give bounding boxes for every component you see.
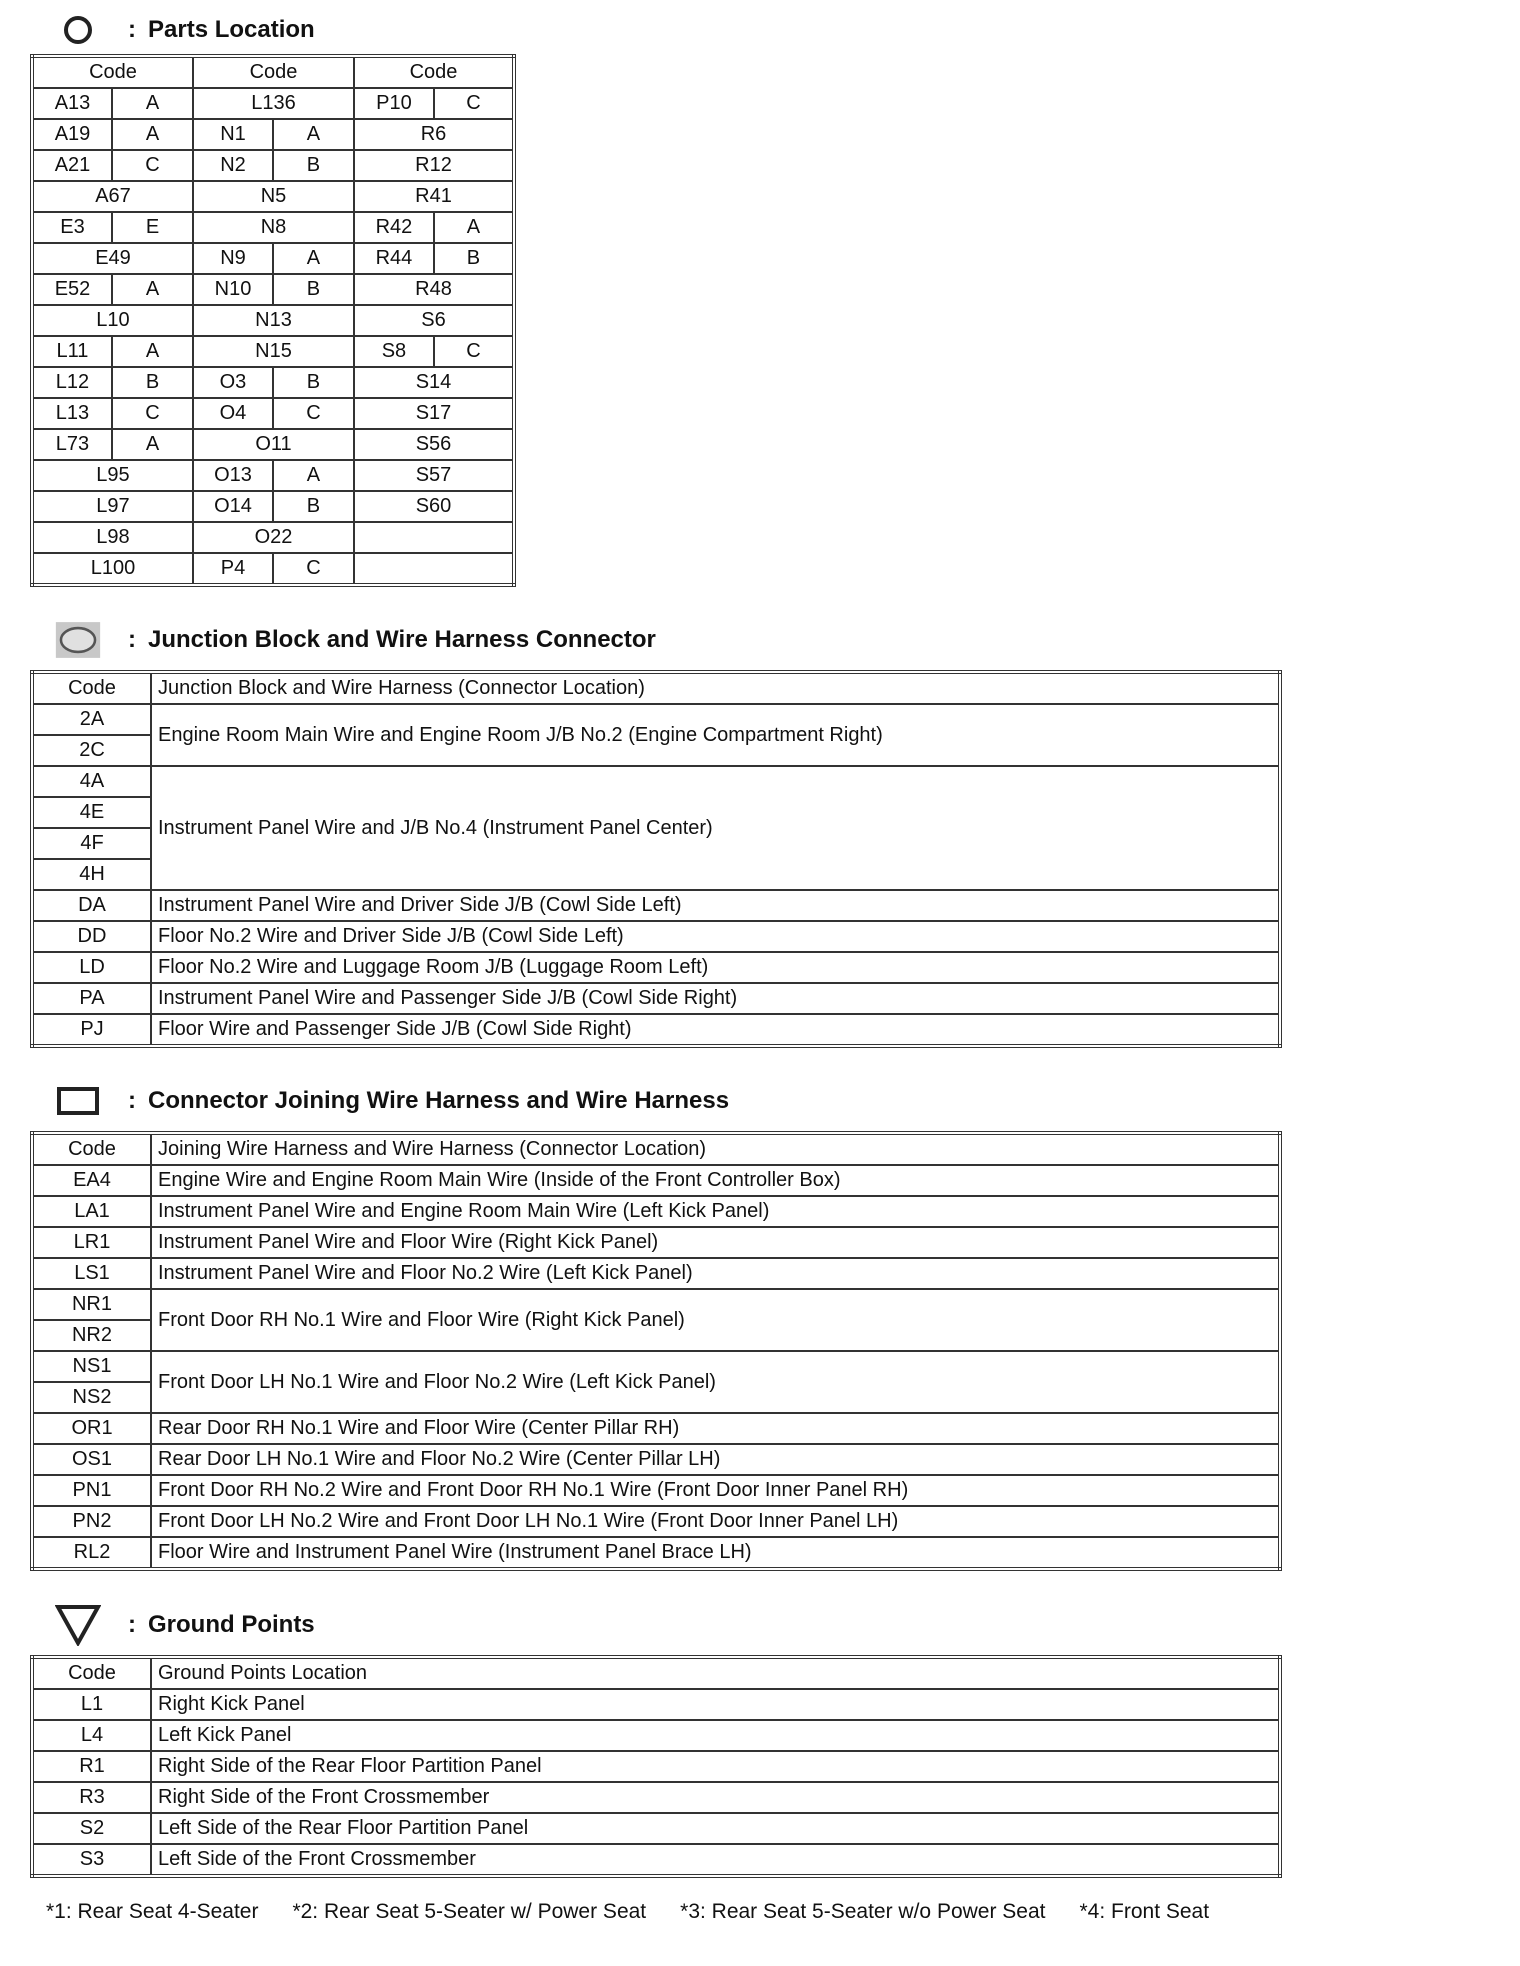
connector-code: 4A [32,766,151,797]
connector-code: LD [32,952,151,983]
part-code: L11 [32,336,112,367]
connector-code: EA4 [32,1165,151,1196]
part-code: A67 [32,181,193,212]
part-variant: B [273,491,354,522]
location-description: Instrument Panel Wire and Floor Wire (Right Kick Panel) [151,1227,1280,1258]
part-variant: B [112,367,193,398]
connector-code: LA1 [32,1196,151,1227]
location-description: Floor Wire and Instrument Panel Wire (Instrument Panel Brace LH) [151,1537,1280,1569]
part-code: N5 [193,181,354,212]
location-description: Front Door RH No.2 Wire and Front Door RH No.1 Wire (Front Door Inner Panel RH) [151,1475,1280,1506]
table-row [32,1227,1280,1258]
connector-code: PJ [32,1014,151,1046]
table-row [32,1014,1280,1046]
table-row [32,243,514,274]
table-row [32,305,514,336]
part-code: L95 [32,460,193,491]
triangle-down-icon [55,1605,101,1645]
location-description: Rear Door LH No.1 Wire and Floor No.2 Wire (Center Pillar LH) [151,1444,1280,1475]
part-variant: E [112,212,193,243]
connector-joining-table [30,1131,1282,1571]
part-code: P4 [193,553,273,585]
parts-location-heading [55,10,315,50]
table-row [32,983,1280,1014]
table-row [32,1720,1280,1751]
heading-colon: : [128,16,136,43]
heading-colon: : [128,626,136,653]
connector-code: R3 [32,1782,151,1813]
connector-code: NS1 [32,1351,151,1382]
table-row [32,336,514,367]
connector-code: OS1 [32,1444,151,1475]
table-row [32,890,1280,921]
part-variant: C [112,150,193,181]
parts-location-table [30,54,516,587]
circle-icon [55,10,101,50]
ground-points-table [30,1655,1282,1878]
part-variant: B [434,243,514,274]
part-code: N8 [193,212,354,243]
connector-code: PN1 [32,1475,151,1506]
part-code: L12 [32,367,112,398]
connector-code: 4H [32,859,151,890]
section-title: Connector Joining Wire Harness and Wire Harness [148,1087,730,1114]
part-code: S56 [354,429,514,460]
table-row [32,88,514,119]
table-row [32,1813,1280,1844]
part-code: A21 [32,150,112,181]
part-code: A19 [32,119,112,150]
table-row [32,212,514,243]
section-title: Ground Points [148,1611,315,1638]
table-row [32,1165,1280,1196]
location-description: Rear Door RH No.1 Wire and Floor Wire (Center Pillar RH) [151,1413,1280,1444]
table-row [32,952,1280,983]
part-code: E3 [32,212,112,243]
part-code: R6 [354,119,514,150]
connector-code: LR1 [32,1227,151,1258]
part-code: O14 [193,491,273,522]
part-variant: A [273,243,354,274]
column-header: Code [354,56,514,88]
location-description: Engine Wire and Engine Room Main Wire (Inside of the Front Controller Box) [151,1165,1280,1196]
part-code: S6 [354,305,514,336]
connector-code: NS2 [32,1382,151,1413]
table-row [32,704,1280,735]
heading-colon: : [128,1087,136,1114]
part-code: O3 [193,367,273,398]
junction-block-table [30,670,1282,1048]
part-code: N9 [193,243,273,274]
connector-code: OR1 [32,1413,151,1444]
part-code: N10 [193,274,273,305]
connector-code: 2A [32,704,151,735]
part-code: R41 [354,181,514,212]
location-description: Left Side of the Rear Floor Partition Panel [151,1813,1280,1844]
part-variant: C [273,553,354,585]
part-code: L10 [32,305,193,336]
table-row [32,1289,1280,1320]
part-code: E52 [32,274,112,305]
table-row [32,1844,1280,1876]
part-variant: A [112,336,193,367]
table-row [32,1196,1280,1227]
table-row [32,429,514,460]
location-description: Floor No.2 Wire and Driver Side J/B (Cowl Side Left) [151,921,1280,952]
location-description: Left Side of the Front Crossmember [151,1844,1280,1876]
part-code: R42 [354,212,434,243]
part-code: N15 [193,336,354,367]
table-row [32,1537,1280,1569]
connector-code: PA [32,983,151,1014]
location-description: Right Side of the Rear Floor Partition Panel [151,1751,1280,1782]
connector-code: 4E [32,797,151,828]
footnotes [46,1900,1486,1924]
part-code: O4 [193,398,273,429]
connector-code: NR1 [32,1289,151,1320]
part-code: L13 [32,398,112,429]
connector-code: 2C [32,735,151,766]
connector-code: LS1 [32,1258,151,1289]
table-header-row [32,1133,1280,1165]
table-row [32,921,1280,952]
connector-code: PN2 [32,1506,151,1537]
connector-code: R1 [32,1751,151,1782]
footnote: *1: Rear Seat 4-Seater [46,1900,259,1923]
part-variant: A [112,88,193,119]
part-code: L73 [32,429,112,460]
table-row [32,1444,1280,1475]
location-description: Right Side of the Front Crossmember [151,1782,1280,1813]
part-code: O13 [193,460,273,491]
part-code: L136 [193,88,354,119]
part-code: S17 [354,398,514,429]
connector-joining-heading [55,1081,729,1121]
column-header: Code [32,1657,151,1689]
part-variant: B [273,367,354,398]
footnote: *4: Front Seat [1079,1900,1210,1923]
connector-code: RL2 [32,1537,151,1569]
table-row [32,150,514,181]
part-variant: A [112,119,193,150]
connector-code: S3 [32,1844,151,1876]
table-header-row [32,672,1280,704]
section-title: Junction Block and Wire Harness Connector [148,626,656,653]
location-description: Floor Wire and Passenger Side J/B (Cowl Side Right) [151,1014,1280,1046]
shaded-oval-icon [55,620,101,660]
part-code: S8 [354,336,434,367]
part-code: P10 [354,88,434,119]
connector-code: L4 [32,1720,151,1751]
part-variant: C [273,398,354,429]
table-row [32,1689,1280,1720]
part-code [354,553,514,585]
table-row [32,1413,1280,1444]
part-code: R48 [354,274,514,305]
column-header: Ground Points Location [151,1657,1280,1689]
location-description: Instrument Panel Wire and Passenger Side J/B (Cowl Side Right) [151,983,1280,1014]
heading-colon: : [128,1611,136,1638]
table-row [32,398,514,429]
table-row [32,1258,1280,1289]
part-code: S57 [354,460,514,491]
table-row [32,553,514,585]
location-description: Instrument Panel Wire and Driver Side J/B (Cowl Side Left) [151,890,1280,921]
part-variant: C [112,398,193,429]
table-row [32,460,514,491]
section-title: Parts Location [148,16,315,43]
table-row [32,367,514,398]
table-row [32,181,514,212]
part-code: S60 [354,491,514,522]
part-code: O22 [193,522,354,553]
column-header: Code [32,1133,151,1165]
location-description: Front Door RH No.1 Wire and Floor Wire (Right Kick Panel) [151,1289,1280,1351]
table-row [32,274,514,305]
ground-points-heading [55,1605,315,1645]
junction-block-heading [55,620,656,660]
part-variant: B [273,274,354,305]
footnote: *3: Rear Seat 5-Seater w/o Power Seat [680,1900,1046,1923]
part-code: L100 [32,553,193,585]
location-description: Right Kick Panel [151,1689,1280,1720]
part-code: R44 [354,243,434,274]
part-code: E49 [32,243,193,274]
location-description: Instrument Panel Wire and J/B No.4 (Instrument Panel Center) [151,766,1280,890]
table-row [32,491,514,522]
part-code: A13 [32,88,112,119]
location-description: Instrument Panel Wire and Engine Room Main Wire (Left Kick Panel) [151,1196,1280,1227]
location-description: Front Door LH No.2 Wire and Front Door LH No.1 Wire (Front Door Inner Panel LH) [151,1506,1280,1537]
table-row [32,1475,1280,1506]
location-description: Engine Room Main Wire and Engine Room J/B No.2 (Engine Compartment Right) [151,704,1280,766]
table-row [32,1782,1280,1813]
part-variant: A [112,429,193,460]
part-code: S14 [354,367,514,398]
part-code: R12 [354,150,514,181]
connector-code: DA [32,890,151,921]
connector-code: NR2 [32,1320,151,1351]
location-description: Front Door LH No.1 Wire and Floor No.2 Wire (Left Kick Panel) [151,1351,1280,1413]
table-row [32,1351,1280,1382]
part-variant: B [273,150,354,181]
part-code: N2 [193,150,273,181]
part-variant: A [273,460,354,491]
part-variant: A [273,119,354,150]
part-variant: A [434,212,514,243]
part-code: N13 [193,305,354,336]
location-description: Instrument Panel Wire and Floor No.2 Wire (Left Kick Panel) [151,1258,1280,1289]
part-code: N1 [193,119,273,150]
location-description: Floor No.2 Wire and Luggage Room J/B (Luggage Room Left) [151,952,1280,983]
part-variant: C [434,88,514,119]
table-row [32,1751,1280,1782]
table-header-row [32,1657,1280,1689]
table-row [32,522,514,553]
table-row [32,766,1280,797]
part-code: L97 [32,491,193,522]
column-header: Code [32,56,193,88]
connector-code: S2 [32,1813,151,1844]
table-row [32,119,514,150]
connector-code: L1 [32,1689,151,1720]
column-header: Joining Wire Harness and Wire Harness (Connector Location) [151,1133,1280,1165]
connector-code: 4F [32,828,151,859]
part-variant: A [112,274,193,305]
part-variant: C [434,336,514,367]
column-header: Code [193,56,354,88]
table-header-row [32,56,514,88]
column-header: Code [32,672,151,704]
part-code: O11 [193,429,354,460]
rectangle-icon [55,1081,101,1121]
part-code: L98 [32,522,193,553]
part-code [354,522,514,553]
footnote: *2: Rear Seat 5-Seater w/ Power Seat [292,1900,647,1923]
connector-code: DD [32,921,151,952]
column-header: Junction Block and Wire Harness (Connector Location) [151,672,1280,704]
location-description: Left Kick Panel [151,1720,1280,1751]
table-row [32,1506,1280,1537]
